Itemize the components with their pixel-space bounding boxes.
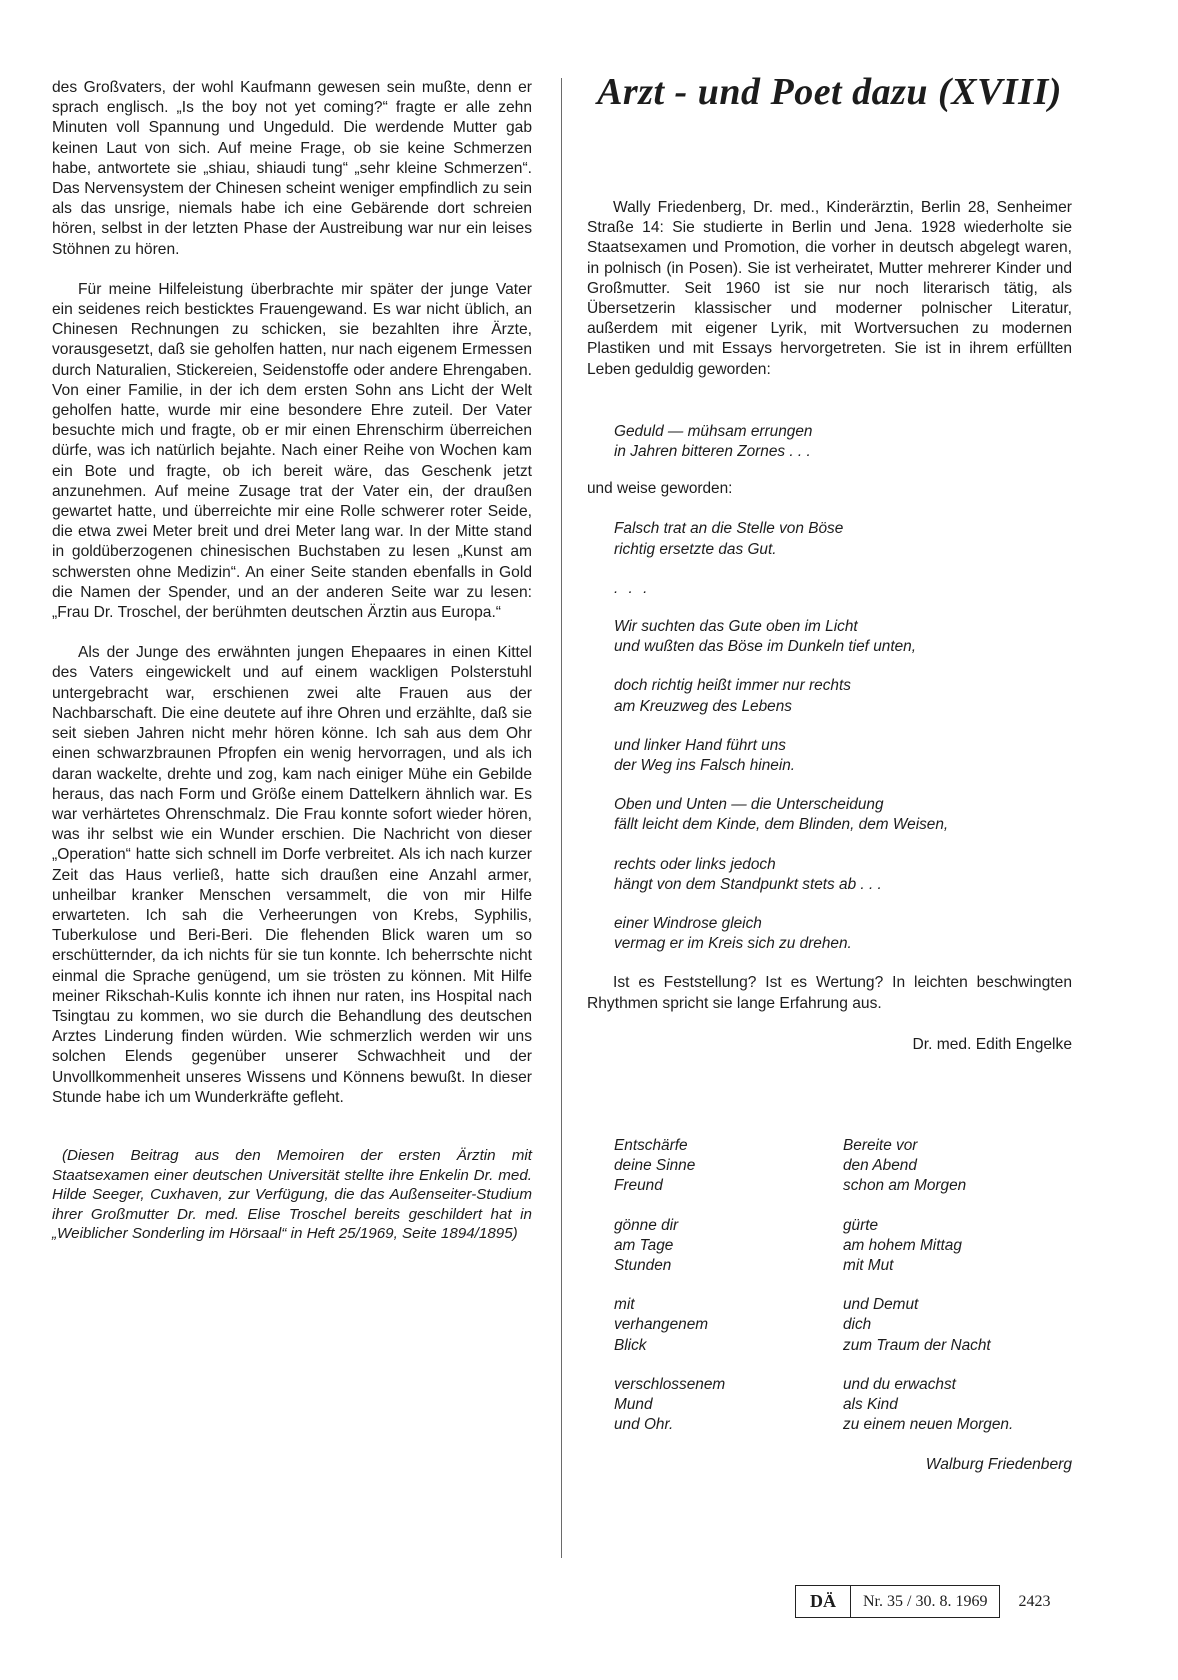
poem-line: richtig ersetzte das Gut. [614,540,777,558]
poem-line: verschlossenem [614,1375,726,1393]
poem-line: am Kreuzweg des Lebens [614,697,792,715]
poem-line: Oben und Unten — die Unterscheidung [614,796,884,814]
poem-line: gönne dir [614,1216,679,1234]
poem-stanza [614,519,1072,559]
poem-connector: und weise geworden: [587,480,733,498]
closing-remark: Ist es Feststellung? Ist es Wertung? In leichten beschwingten Rhythmen spricht sie lange Erfahrung aus. [587,974,1072,1012]
poem-line: fällt leicht dem Kinde, dem Blinden, dem Weisen, [614,816,949,834]
poem2-right-column [843,1136,1072,1454]
poem-stanza [614,1136,843,1197]
poem-line: rechts oder links jedoch [614,855,776,873]
reviewer-signature: Dr. med. Edith Engelke [912,1035,1072,1053]
poem-stanza [614,855,1072,895]
poem-stanza [614,676,1072,716]
poem-line: Wir suchten das Gute oben im Licht [614,618,858,636]
poem-stanza [614,1216,843,1277]
poem-stanza [843,1375,1072,1436]
poem-stanza [843,1295,1072,1356]
memoir-paragraph-2: Für meine Hilfeleistung überbrachte mir später der junge Vater ein seidenes reich besticktes Frauengewand. Es war nicht üblich, an Chinesen Rechnungen zu schicken, sie bezahlten ihre Ärzte, vorausgesetzt, daß sie geholfen hatten, nur nach eigenem Ermessen durch Naturalien, Stickereien, Seidenstoffe oder andere Ehrengaben. Von einer Familie, in der ich dem ersten Sohn ans Licht der Welt geholfen hatte, wurde mir eine besondere Ehre zuteil. Der Vater besuchte mich und fragte, ob er mir einen Ehrenschirm überreichen dürfe, was ich natürlich bejahte. Nach einer Reihe von Wochen kam ein Bote und fragte, ob ich bereit wäre, das Geschenk jetzt anzunehmen. Auf meine Zusage trat der Vater ein, der draußen gewartet hatte, und überreichte mir eine Rolle schwerer roter Seide, die etwa zwei Meter breit und drei Meter lang war. In der Mitte stand in goldüberzogenen chinesischen Buchstaben zu lesen „Kunst am schwersten ohne Medizin“. An einer Seite standen ebenfalls in Gold die Namen der Spender, und an der anderen Seite war zu lesen: „Frau Dr. Troschel, der berühmten deutschen Ärztin aus Europa.“ [52,280,532,622]
poet-column [587,70,1072,1474]
poem-stanza [614,422,1072,462]
poem2-left-column [614,1136,843,1454]
poem-author: Walburg Friedenberg [925,1456,1072,1474]
poem-line: und du erwachst [843,1375,956,1393]
poem-stanza [843,1136,1072,1197]
editorial-note: (Diesen Beitrag aus den Memoiren der ersten Ärztin mit Staatsexamen einer deutschen Universität stellte ihre Enkelin Dr. med. Hilde Seeger, Cuxhaven, zur Verfügung, die das Außenseiter-Studium ihrer Großmutter Dr. med. Elise Troschel bereits geschildert hat in „Weiblicher Sonderling im Hörsaal“ in Heft 25/1969, Seite 1894/1895) [52,1146,532,1243]
journal-logo: DÄ [796,1586,851,1617]
poem-line: dich [843,1316,872,1334]
poem-line: mit Mut [843,1256,894,1274]
poem-line: Blick [614,1336,647,1354]
poem-line: zum Traum der Nacht [843,1336,991,1354]
poem-line: schon am Morgen [843,1177,967,1195]
poem-line: und linker Hand führt uns [614,736,786,754]
poem-line: Stunden [614,1256,672,1274]
poem-geduld [587,422,1072,955]
poem-line: deine Sinne [614,1157,696,1175]
poem-two-column [614,1136,1072,1454]
poem-line: und Demut [843,1296,919,1314]
poem-line: den Abend [843,1157,917,1175]
memoir-column [52,78,532,1244]
poem-line: Entschärfe [614,1136,688,1154]
poem-line: am Tage [614,1236,674,1254]
article-title: Arzt - und Poet dazu (XVIII) [597,71,1062,113]
poem-line: Mund [614,1395,653,1413]
poem-line: zu einem neuen Morgen. [843,1416,1014,1434]
poem-line: gürte [843,1216,879,1234]
poem-line: hängt von dem Standpunkt stets ab . . . [614,875,882,893]
poem-stanza [614,1375,843,1436]
poem-line: und wußten das Böse im Dunkeln tief unten, [614,638,917,656]
poem-line: und Ohr. [614,1416,674,1434]
poem-line: als Kind [843,1395,898,1413]
poem-stanza [614,617,1072,657]
poem-line: der Weg ins Falsch hinein. [614,757,796,775]
poem-stanza [614,914,1072,954]
poem-stanza [614,736,1072,776]
poem-line: in Jahren bitteren Zornes . . . [614,443,811,461]
page-footer [795,1585,1050,1618]
poem-line: doch richtig heißt immer nur rechts [614,677,851,695]
poem-line: Bereite vor [843,1136,918,1154]
poem-line: Geduld — mühsam errungen [614,422,813,440]
poem-stanza [843,1216,1072,1277]
memoir-paragraph-3: Als der Junge des erwähnten jungen Ehepaares in einen Kittel des Vaters eingewickelt und auf einem wackligen Polsterstuhl untergebracht war, erschienen zwei alte Frauen aus der Nachbarschaft. Die eine deutete auf ihre Ohren und erzählte, daß sie seit sieben Jahren nicht mehr hören könne. Ich sah aus dem Ohr einen schwarzbraunen Pfropfen ein wenig hervorragen, und als ich daran wackelte, drehte und zog, kam nach einiger Mühe ein Gebilde heraus, das nach Form und Größe einem Dattelkern ähnlich war. Es war verhärtetes Ohrenschmalz. Die Frau konnte sofort wieder hören, was ihr selbst wie ein Wunder erschien. Die Nachricht von dieser „Operation“ hatte sich schnell im Dorfe verbreitet. Als ich nach kurzer Zeit das Haus verließ, hatte sich draußen eine Anzahl armer, unheilbar kranker Menschen versammelt, die von mir Hilfe erwarteten. Ich sah die Verheerungen von Krebs, Syphilis, Tuberkulose und Beri-Beri. Die flehenden Blick waren um so erschütternder, da ich nichts für sie tun konnte. Ich beherrschte nicht einmal die Sprache genügend, um sie trösten zu können. Mit Hilfe meiner Rikschah-Kulis konnte ich ihnen nur raten, ins Hospital nach Tsingtau zu kommen, wo sie durch die Behandlung des deutschen Arztes Linderung finden würden. Wie schmerzlich werden wir uns solchen Elends gegenüber unserer Schwachheit und der Unvollkommenheit unseres Wissens und Könnens bewußt. In dieser Stunde habe ich um Wunderkräfte gefleht. [52,644,532,1106]
poem-line: mit [614,1296,635,1314]
poem-line: einer Windrose gleich [614,915,762,933]
page-number: 2423 [1018,1592,1051,1610]
column-divider [561,78,562,1558]
poem-stanza [614,795,1072,835]
issue-reference: Nr. 35 / 30. 8. 1969 [863,1592,988,1610]
poem-line: verhangenem [614,1316,709,1334]
poem-line: Falsch trat an die Stelle von Böse [614,520,844,538]
author-intro: Wally Friedenberg, Dr. med., Kinderärztin, Berlin 28, Senheimer Straße 14: Sie studierte in Berlin und Jena. 1928 wiederholte sie Staatsexamen und Promotion, die vorher in deutsch abgelegt waren, in polnisch (in Posen). Sie ist verheiratet, Mutter mehrerer Kinder und Großmutter. Seit 1960 ist sie nur noch literarisch tätig, als Übersetzerin klassischer und moderner polnischer Literatur, außerdem mit eigener Lyrik, mit Wortversuchen zu modernen Plastiken und mit Essays hervorgetreten. Sie ist in ihrem erfüllten Leben geduldig geworden: [587,199,1072,378]
poem-line: am hohem Mittag [843,1236,962,1254]
memoir-paragraph-1: des Großvaters, der wohl Kaufmann gewesen sein mußte, denn er sprach englisch. „Is the boy not yet coming?“ fragte er alle zehn Minuten voll Spannung und Ungeduld. Die werdende Mutter gab keinen Laut von sich. Auf meine Frage, ob sie keine Schmerzen habe, antwortete sie „shiau, shiaudi tung“ „sehr kleine Schmerzen“. Das Nervensystem der Chinesen scheint weniger empfindlich zu sein als das unsrige, niemals habe ich eine Gebärende dort schreien hören, selbst in der letzten Phase der Austreibung war nur ein leises Stöhnen zu hören. [52,79,532,258]
journal-issue-box [795,1585,1000,1618]
poem-ellipsis: . . . [614,579,651,597]
poem-line: vermag er im Kreis sich zu drehen. [614,935,852,953]
poem-stanza [614,1295,843,1356]
poem-line: Freund [614,1177,663,1195]
